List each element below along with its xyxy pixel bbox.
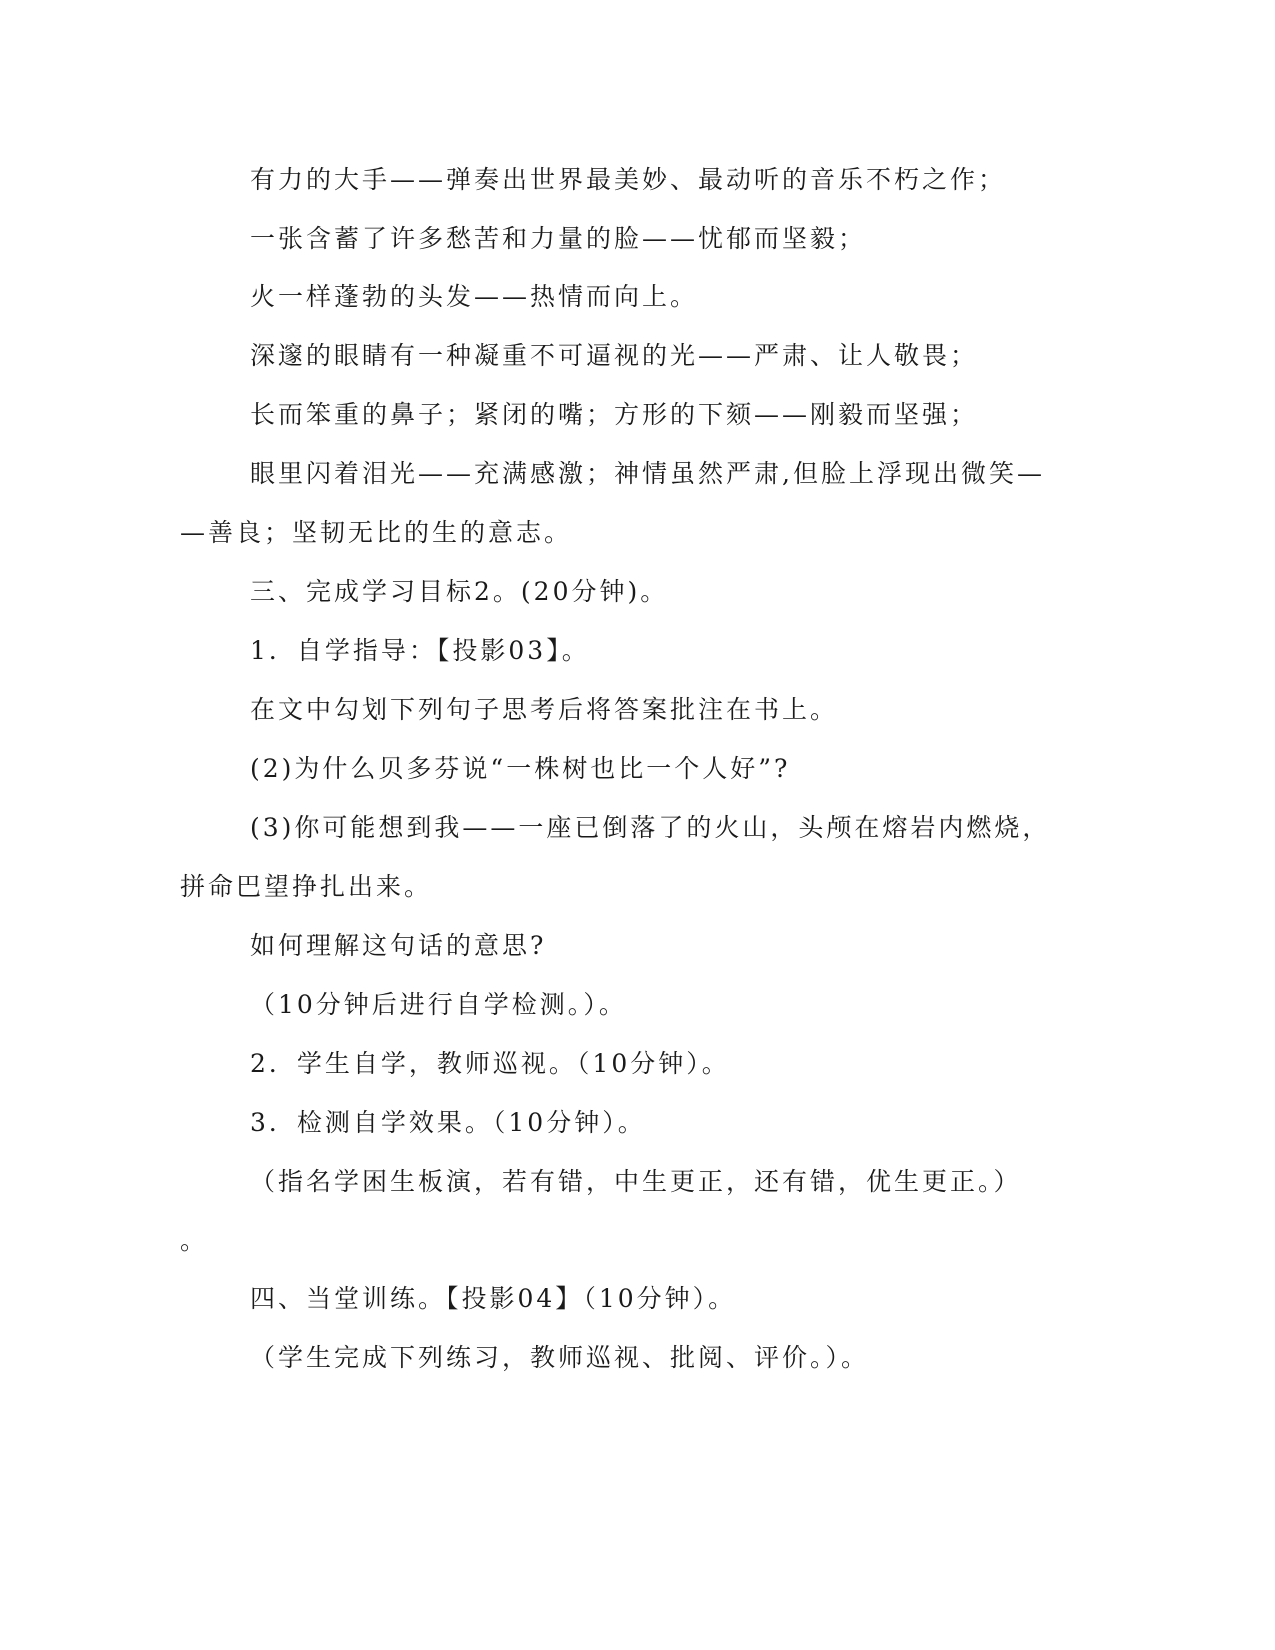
text-line-9: 1．自学指导：【投影03】。 — [250, 636, 590, 665]
text-line-12: (3)你可能想到我——一座已倒落了的火山，头颅在熔岩内燃烧， — [250, 813, 1051, 842]
text-line-21: （学生完成下列练习，教师巡视、批阅、评价。）。 — [250, 1343, 870, 1372]
text-line-14: 如何理解这句话的意思? — [250, 931, 547, 960]
text-line-16: 2．学生自学，教师巡视。（10分钟）。 — [250, 1049, 730, 1078]
section-heading-4: 四、当堂训练。【投影04】（10分钟）。 — [250, 1284, 737, 1313]
text-line-1: 有力的大手——弹奏出世界最美妙、最动听的音乐不朽之作； — [250, 165, 1007, 194]
text-line-13: 拼命巴望挣扎出来。 — [180, 872, 433, 901]
text-line-6: 眼里闪着泪光——充满感激；神情虽然严肃,但脸上浮现出微笑— — [250, 459, 1045, 488]
text-line-18: （指名学困生板演，若有错，中生更正，还有错，优生更正。） — [250, 1167, 1022, 1196]
text-line-5: 长而笨重的鼻子；紧闭的嘴；方形的下颏——刚毅而坚强； — [250, 400, 979, 429]
text-line-19: 。 — [180, 1226, 209, 1255]
section-heading-3: 三、完成学习目标2。(20分钟)。 — [250, 577, 669, 606]
text-line-3: 火一样蓬勃的头发——热情而向上。 — [250, 282, 699, 311]
text-line-10: 在文中勾划下列句子思考后将答案批注在书上。 — [250, 695, 839, 724]
text-line-2: 一张含蓄了许多愁苦和力量的脸——忧郁而坚毅； — [250, 224, 867, 253]
text-line-17: 3．检测自学效果。（10分钟）。 — [250, 1108, 646, 1137]
text-line-7: —善良；坚韧无比的生的意志。 — [180, 518, 573, 547]
text-line-4: 深邃的眼睛有一种凝重不可逼视的光——严肃、让人敬畏； — [250, 341, 979, 370]
text-line-15: （10分钟后进行自学检测。）。 — [250, 990, 627, 1019]
text-line-11: (2)为什么贝多芬说“一株树也比一个人好”? — [250, 754, 791, 783]
